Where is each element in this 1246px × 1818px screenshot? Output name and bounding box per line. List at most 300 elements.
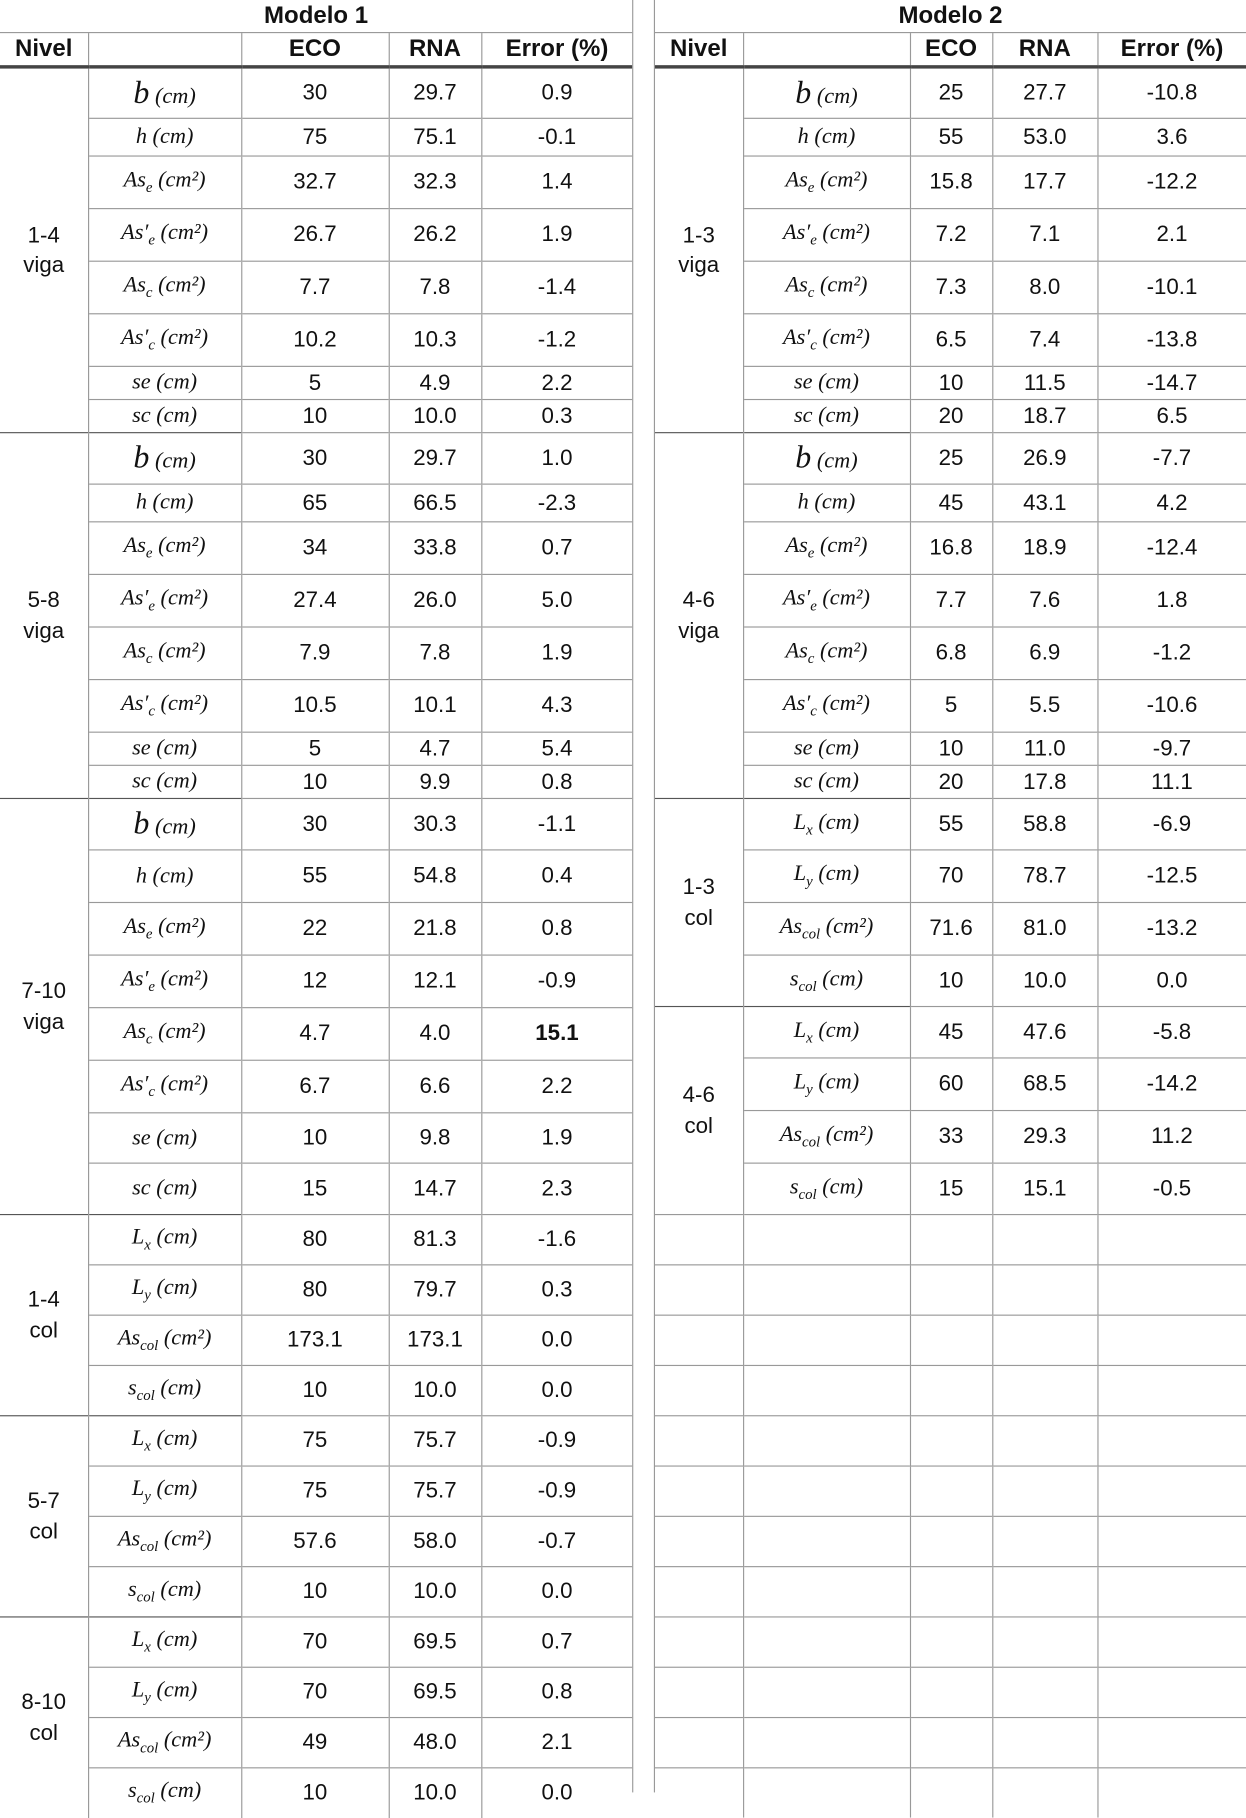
empty-cell [655,1466,743,1516]
param-symbol: As [785,533,808,558]
table-row [655,433,1246,484]
error-value: 0.0 [481,1315,632,1365]
empty-cell [992,1567,1097,1617]
eco-value: 55 [241,850,388,903]
param-unit: (cm) [156,769,198,794]
table-row [655,732,1246,765]
param-subscript: x [144,1235,151,1253]
nivel-type: viga [678,252,720,278]
param-symbol: L [131,1627,145,1652]
param-unit: (cm) [156,403,198,428]
param-unit: (cm²) [160,586,209,611]
param-symbol: h [135,124,147,149]
parameter-label [743,850,910,903]
param-subscript: c [145,283,153,301]
nivel-type: viga [23,617,65,644]
error-value: 0.8 [481,1667,632,1717]
table-row [0,1163,632,1214]
parameter-label [743,798,910,849]
rna-value: 58.0 [389,1516,482,1566]
param-unit: (cm) [152,124,194,149]
param-unit: (cm²) [160,220,209,245]
error-value: 1.9 [481,1113,632,1163]
param-unit: (cm²) [822,586,870,611]
empty-row [655,1667,1246,1717]
param-unit: (cm) [156,370,198,395]
nivel-range: 1-3 [682,222,715,248]
rna-value: 173.1 [389,1315,482,1365]
parameter-label [88,1113,241,1163]
rna-value: 9.8 [389,1113,482,1163]
parameter-label [743,680,910,733]
eco-value: 60 [910,1058,992,1111]
param-subscript: e [148,230,155,248]
error-value: 0.3 [481,400,632,433]
param-unit: (cm) [818,1018,860,1043]
rna-value: 10.1 [389,680,482,733]
column-header: Error (%) [481,33,632,67]
empty-cell [910,1466,992,1516]
param-unit: (cm²) [158,914,206,939]
eco-value: 7.7 [241,261,388,314]
parameter-label [743,1007,910,1058]
error-value: 0.0 [481,1567,632,1617]
error-value: -5.8 [1097,1007,1246,1058]
param-subscript: y [144,1285,151,1304]
eco-value: 75 [241,1416,388,1466]
param-unit: (cm) [818,769,859,794]
param-subscript: y [806,1080,813,1098]
rna-value: 7.6 [992,574,1097,627]
error-value: 5.4 [481,732,632,765]
param-symbol: As [123,533,146,558]
error-value: -10.1 [1097,261,1246,314]
param-symbol: L [131,1275,145,1300]
parameter-label [88,798,241,849]
error-value: 11.2 [1097,1111,1246,1164]
error-value: -1.4 [481,261,632,314]
param-subscript: c [810,336,817,354]
empty-cell [992,1416,1097,1466]
nivel-type: col [29,1317,58,1343]
rna-value: 10.0 [389,1365,482,1415]
parameter-label [743,484,910,522]
param-unit: (cm²) [822,691,870,716]
table-row [0,1416,632,1466]
rna-value: 8.0 [992,261,1097,314]
error-value: -2.3 [481,484,632,522]
parameter-label [88,1315,241,1365]
error-value: 0.0 [481,1768,632,1818]
table-row [0,765,632,798]
empty-cell [1097,1667,1246,1717]
param-unit: (cm²) [158,639,206,664]
rna-value: 68.5 [992,1058,1097,1111]
param-unit: (cm) [818,1070,860,1095]
parameter-label [88,261,241,314]
parameter-label [743,156,910,209]
param-symbol: h [135,863,147,888]
empty-cell [910,1416,992,1466]
empty-cell [910,1667,992,1717]
eco-value: 70 [241,1667,388,1717]
param-symbol: As [779,914,802,939]
param-subscript: y [144,1688,151,1706]
parameter-label [743,67,910,118]
param-symbol: As [123,639,146,664]
table-row [655,765,1246,798]
param-symbol: As [121,967,144,992]
table-row [0,732,632,765]
rna-value: 54.8 [389,850,482,903]
eco-value: 4.7 [241,1008,388,1061]
error-value: -12.4 [1097,522,1246,575]
column-header: RNA [992,33,1097,67]
table-separator [632,0,655,1792]
param-unit: (cm²) [822,325,870,350]
eco-value: 15 [910,1163,992,1214]
parameter-label [88,1466,241,1516]
eco-value: 5 [910,680,992,733]
param-subscript: y [144,1487,151,1505]
param-symbol: L [131,1225,145,1250]
empty-cell [910,1768,992,1818]
error-value: 0.3 [481,1265,632,1315]
param-unit: (cm) [160,1376,202,1401]
param-symbol: se [793,370,813,395]
param-subscript: col [801,1132,821,1150]
param-subscript: col [801,924,821,942]
eco-value: 7.7 [910,574,992,627]
table-row [0,955,632,1008]
param-subscript: e [145,544,153,562]
nivel-range: 1-4 [27,1287,60,1313]
param-prime: ′ [143,1072,149,1097]
table-row [655,484,1246,522]
nivel-range: 4-6 [682,1082,715,1108]
empty-cell [1097,1265,1246,1315]
eco-value: 6.7 [241,1060,388,1113]
table-row [0,261,632,314]
parameter-label [88,765,241,798]
param-symbol: s [789,966,799,991]
table-row [0,433,632,484]
nivel-range: 5-8 [27,587,60,613]
nivel-type: viga [23,1008,65,1034]
param-symbol: As [783,325,806,350]
eco-value: 7.9 [241,627,388,680]
empty-cell [1097,1617,1246,1667]
error-value: 1.9 [481,209,632,262]
parameter-label [88,850,241,903]
error-value: -12.5 [1097,850,1246,903]
param-unit: (cm) [154,449,196,474]
empty-cell [910,1265,992,1315]
rna-value: 33.8 [389,522,482,575]
empty-cell [743,1466,910,1516]
error-value: -7.7 [1097,433,1246,484]
error-value: 1.8 [1097,574,1246,627]
param-unit: (cm) [152,490,194,515]
empty-row [655,1466,1246,1516]
error-value: -9.7 [1097,732,1246,765]
param-symbol: As [783,220,806,245]
rna-value: 29.3 [992,1111,1097,1164]
param-symbol: L [793,861,807,886]
param-subscript: c [807,649,815,667]
param-subscript: col [140,1336,159,1354]
empty-cell [743,1768,910,1818]
empty-cell [910,1215,992,1265]
empty-cell [655,1265,743,1315]
param-symbol: L [793,809,807,834]
rna-value: 10.0 [992,955,1097,1006]
rna-value: 10.0 [389,1768,482,1818]
eco-value: 45 [910,1007,992,1058]
param-symbol: L [793,1070,807,1095]
empty-cell [910,1718,992,1768]
parameter-label [743,522,910,575]
parameter-label [88,209,241,262]
param-unit: (cm²) [825,1122,874,1147]
param-symbol: L [131,1426,145,1451]
eco-value: 10 [910,955,992,1006]
param-prime: ′ [143,325,149,350]
param-unit: (cm²) [163,1728,212,1753]
eco-value: 15 [241,1163,388,1214]
column-header [743,33,910,67]
eco-value: 55 [910,798,992,849]
rna-value: 18.7 [992,400,1097,433]
param-symbol: As [121,691,144,716]
rna-value: 14.7 [389,1163,482,1214]
param-unit: (cm) [156,1678,198,1703]
rna-value: 6.6 [389,1060,482,1113]
param-subscript: col [136,1587,155,1605]
parameter-label [88,1265,241,1315]
column-header: ECO [910,33,992,67]
rna-value: 47.6 [992,1007,1097,1058]
table-row [0,1466,632,1516]
parameter-label [88,1215,241,1265]
eco-value: 33 [910,1111,992,1164]
eco-value: 26.7 [241,209,388,262]
table-row [0,209,632,262]
empty-row [655,1617,1246,1667]
param-unit: (cm) [818,370,859,395]
param-unit: (cm) [160,1779,202,1804]
eco-value: 173.1 [241,1315,388,1365]
param-unit: (cm) [818,861,860,886]
error-value: 0.9 [481,67,632,118]
param-subscript: e [807,178,815,196]
param-unit: (cm²) [158,1019,206,1044]
parameter-label [743,627,910,680]
param-symbol: s [127,1577,137,1602]
error-value: -1.2 [481,314,632,367]
eco-value: 10 [241,1365,388,1415]
error-value: -0.9 [481,1416,632,1466]
param-unit: (cm) [156,1125,198,1150]
error-value: 2.1 [481,1718,632,1768]
table-row [0,366,632,399]
rna-value: 17.7 [992,156,1097,209]
error-value: 1.9 [481,627,632,680]
parameter-label [88,522,241,575]
param-unit: (cm) [160,1577,202,1602]
rna-value: 78.7 [992,850,1097,903]
eco-value: 57.6 [241,1516,388,1566]
table-row [0,1567,632,1617]
param-unit: (cm²) [819,273,868,298]
param-symbol: As [117,1728,141,1753]
rna-value: 11.0 [992,732,1097,765]
param-symbol: h [797,490,809,515]
param-symbol: L [131,1476,145,1501]
param-symbol: L [793,1018,807,1043]
param-subscript: c [148,1082,155,1100]
parameter-label [88,1667,241,1717]
table-row [0,484,632,522]
empty-cell [1097,1365,1246,1415]
param-subscript: c [145,649,153,667]
table-row [655,118,1246,156]
nivel-cell [0,1215,88,1416]
parameter-label [743,366,910,399]
eco-value: 49 [241,1718,388,1768]
error-value: 2.3 [481,1163,632,1214]
parameter-label [743,732,910,765]
eco-value: 70 [241,1617,388,1667]
error-value: 0.8 [481,765,632,798]
empty-cell [743,1265,910,1315]
parameter-label [88,1365,241,1415]
eco-value: 15.8 [910,156,992,209]
empty-row [655,1768,1246,1818]
error-value: 0.0 [481,1365,632,1415]
rna-value: 69.5 [389,1667,482,1717]
param-subscript: e [145,178,153,196]
param-subscript: col [140,1738,159,1756]
error-value: -12.2 [1097,156,1246,209]
empty-cell [655,1718,743,1768]
param-symbol: sc [132,403,151,428]
error-value: 2.2 [481,1060,632,1113]
param-unit: (cm²) [819,533,868,558]
column-header: RNA [389,33,482,67]
table-row [0,67,632,118]
parameter-label [743,902,910,955]
table-row [655,680,1246,733]
param-symbol: As [783,691,806,716]
nivel-cell [0,1617,88,1818]
param-unit: (cm) [822,966,864,991]
rna-value: 10.0 [389,400,482,433]
rna-value: 75.7 [389,1466,482,1516]
param-symbol: b [133,440,150,476]
empty-cell [1097,1215,1246,1265]
error-value: -0.7 [481,1516,632,1566]
table-row [655,574,1246,627]
param-unit: (cm) [154,815,196,840]
nivel-range: 4-6 [682,587,715,613]
empty-cell [992,1265,1097,1315]
empty-cell [1097,1416,1246,1466]
nivel-range: 8-10 [21,1690,67,1716]
error-value: 0.7 [481,1617,632,1667]
table-row [655,156,1246,209]
rna-value: 27.7 [992,67,1097,118]
parameter-label [88,400,241,433]
empty-cell [992,1718,1097,1768]
param-symbol: b [795,440,812,476]
param-unit: (cm) [156,736,198,761]
eco-value: 55 [910,118,992,156]
param-unit: (cm²) [819,168,868,193]
parameter-label [88,574,241,627]
rna-value: 79.7 [389,1265,482,1315]
param-subscript: c [148,336,155,354]
parameter-label [743,314,910,367]
model-title: Modelo 1 [0,0,632,33]
empty-cell [992,1617,1097,1667]
rna-value: 32.3 [389,156,482,209]
eco-value: 22 [241,902,388,955]
rna-value: 26.0 [389,574,482,627]
parameter-label [88,1516,241,1566]
empty-cell [743,1215,910,1265]
rna-value: 26.2 [389,209,482,262]
param-subscript: c [145,1029,153,1048]
rna-value: 81.3 [389,1215,482,1265]
eco-value: 20 [910,765,992,798]
column-header: Nivel [655,33,743,67]
param-symbol: As [121,1072,144,1097]
param-subscript: c [807,283,815,301]
parameter-label [88,680,241,733]
rna-value: 81.0 [992,902,1097,955]
nivel-cell [655,433,743,799]
parameter-label [88,156,241,209]
eco-value: 20 [910,400,992,433]
rna-value: 75.1 [389,118,482,156]
error-value: 0.8 [481,902,632,955]
empty-row [655,1718,1246,1768]
param-unit: (cm) [818,809,860,834]
rna-value: 21.8 [389,902,482,955]
param-subscript: e [807,544,815,562]
nivel-range: 7-10 [21,978,67,1004]
eco-value: 10 [241,1113,388,1163]
model-title-row [0,0,632,33]
parameter-label [743,209,910,262]
eco-value: 25 [910,433,992,484]
rna-value: 43.1 [992,484,1097,522]
rna-value: 10.0 [389,1567,482,1617]
param-unit: (cm) [154,84,196,109]
eco-value: 75 [241,118,388,156]
error-value: -1.6 [481,1215,632,1265]
parameter-label [743,261,910,314]
eco-value: 12 [241,955,388,1008]
empty-cell [743,1416,910,1466]
parameter-label [88,732,241,765]
param-subscript: c [810,701,817,719]
rna-value: 4.7 [389,732,482,765]
empty-cell [992,1315,1097,1365]
empty-cell [743,1365,910,1415]
param-unit: (cm²) [819,639,868,664]
